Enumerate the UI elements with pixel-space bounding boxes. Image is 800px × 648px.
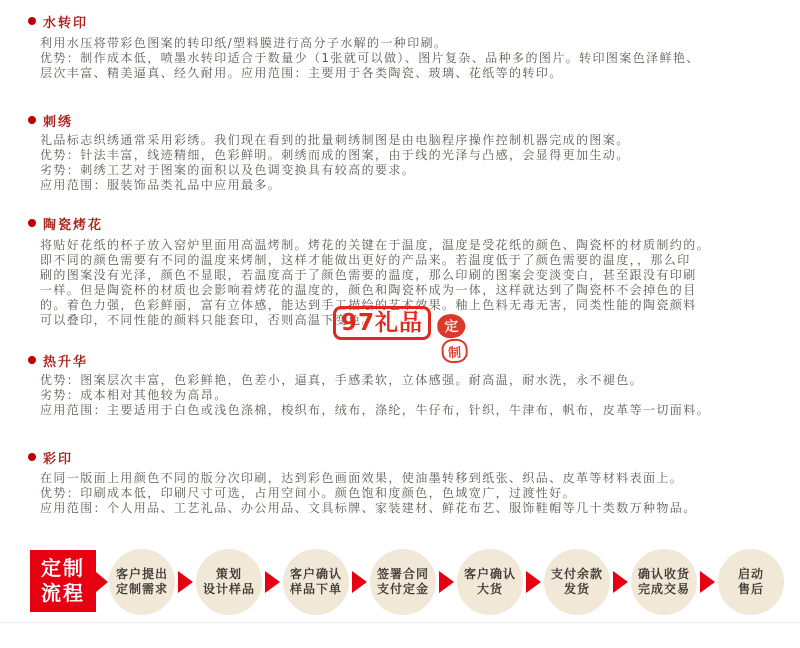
body-line: 的。着色力强，色彩鲜丽，富有立体感，能达到手工描绘的艺术效果。釉上色料无毒无害，同类性能的陶瓷颜料 xyxy=(40,298,697,312)
step-label: 发货 xyxy=(563,582,590,596)
flow-arrow-icon xyxy=(265,571,280,593)
step-label: 客户确认 xyxy=(289,567,342,581)
body-line: 优势：印刷成本低，印刷尺寸可选，占用空间小。颜色饱和度颜色，色域宽广，过渡性好。 xyxy=(40,486,577,500)
step-label: 大货 xyxy=(476,582,503,596)
section-heading xyxy=(28,112,73,128)
bottom-divider xyxy=(0,622,800,623)
step-label: 样品下单 xyxy=(289,582,342,596)
body-line: 一样。但是陶瓷杯的材质也会影响着烤花的温度的，颜色和陶瓷杯成为一体，这样就达到了陶瓷杯不会掉色的目 xyxy=(40,283,697,297)
flow-arrow-icon xyxy=(439,571,454,593)
section-body xyxy=(40,36,792,81)
flow-step-4 xyxy=(370,549,436,615)
body-line: 优势：针法丰富，线迹精细，色彩鲜明。刺绣而成的图案，由于线的光泽与凸感，会显得更加生动。 xyxy=(40,148,630,162)
section-title: 刺绣 xyxy=(43,114,74,130)
step-label: 客户提出 xyxy=(115,567,168,581)
flow-arrow-icon xyxy=(613,571,628,593)
seal-stamp-icon xyxy=(438,314,470,364)
body-line: 层次丰富、精美逼真、经久耐用。应用范围：主要用于各类陶瓷、玻璃、花纸等的转印。 xyxy=(40,66,563,80)
bullet-icon xyxy=(28,356,36,364)
body-line: 可以叠印，不同性能的颜料只能套印，否则高温下变色。 xyxy=(40,313,376,327)
step-label: 定制需求 xyxy=(115,582,168,596)
flow-arrow-icon xyxy=(700,571,715,593)
body-line: 将贴好花纸的杯子放入窑炉里面用高温烤制。烤花的关键在于温度，温度是受花纸的颜色、陶瓷杯的材质制约的。 xyxy=(40,238,711,252)
section-title: 热升华 xyxy=(43,354,89,370)
step-label: 策划 xyxy=(215,567,242,581)
section-heading xyxy=(28,352,88,368)
body-line: 刷的图案没有光泽，颜色不显眼，若温度高于了颜色需要的温度，那么印刷的图案会变淡变白，甚至跟没有印刷 xyxy=(40,268,697,282)
step-label: 完成交易 xyxy=(637,582,690,596)
flow-step-3 xyxy=(283,549,349,615)
body-line: 利用水压将带彩色图案的转印纸/塑料膜进行高分子水解的一种印刷。 xyxy=(40,36,448,50)
bullet-icon xyxy=(28,453,36,461)
flow-step-1 xyxy=(109,549,175,615)
body-line: 在同一版面上用颜色不同的版分次印刷，达到彩色画面效果，使油墨转移到纸张、织品、皮革等材料表面上。 xyxy=(40,471,684,485)
body-line: 劣势：刺绣工艺对于图案的面积以及色调变换具有较高的要求。 xyxy=(40,163,416,177)
section-title: 陶瓷烤花 xyxy=(43,217,104,233)
section-heading xyxy=(28,215,103,231)
section-heading xyxy=(28,449,73,465)
body-line: 即不同的颜色需要有不同的温度来烤制，这样才能做出更好的产品来。若温度低于了颜色需要的温度，，那么印 xyxy=(40,253,691,267)
process-title-line1: 定制 xyxy=(41,556,85,580)
step-label: 支付余款 xyxy=(550,567,603,581)
step-label: 签署合同 xyxy=(376,567,429,581)
body-line: 礼品标志织绣通常采用彩绣。我们现在看到的批量刺绣制图是由电脑程序操作控制机器完成的图案。 xyxy=(40,133,630,147)
section-title: 彩印 xyxy=(43,451,74,467)
body-line: 优势：图案层次丰富，色彩鲜艳，色差小，逼真，手感柔软，立体感强。耐高温，耐水洗，永不褪色。 xyxy=(40,373,644,387)
step-label: 支付定金 xyxy=(376,582,429,596)
flow-arrow-icon xyxy=(178,571,193,593)
flow-step-7 xyxy=(631,549,697,615)
step-label: 售后 xyxy=(737,582,764,596)
body-line: 应用范围：个人用品、工艺礼品、办公用品、文具标牌、家装建材、鲜花布艺、服饰鞋帽等几十类数万种物品。 xyxy=(40,501,697,515)
body-line: 优势：制作成本低，喷墨水转印适合于数量少（1张就可以做）、图片复杂、品种多的图片。转印图案色泽鲜艳、 xyxy=(40,51,700,65)
seal-char-bottom: 制 xyxy=(441,338,468,363)
process-title-line2: 流程 xyxy=(41,581,85,605)
bullet-icon xyxy=(28,219,36,227)
body-line: 应用范围：主要适用于白色或浅色涤棉，梭织布，绒布，涤纶，牛仔布，针织，牛津布，帆布，皮革等一切面料。 xyxy=(40,403,711,417)
flow-step-2 xyxy=(196,549,262,615)
seal-char-top: 定 xyxy=(438,314,465,337)
flow-step-8 xyxy=(718,549,784,615)
step-label: 客户确认 xyxy=(463,567,516,581)
step-label: 确认收货 xyxy=(637,567,690,581)
section-title: 水转印 xyxy=(43,15,89,31)
section-body xyxy=(40,471,792,516)
bullet-icon xyxy=(28,116,36,124)
step-label: 启动 xyxy=(737,567,764,581)
body-line: 劣势：成本相对其他较为高昂。 xyxy=(40,388,228,402)
process-title-badge xyxy=(30,550,96,612)
flow-arrow-icon xyxy=(526,571,541,593)
body-line: 应用范围：服装饰品类礼品中应用最多。 xyxy=(40,178,282,192)
flow-arrow-icon xyxy=(352,571,367,593)
section-body xyxy=(40,373,792,418)
watermark-brand-label: 97礼品 xyxy=(333,306,431,340)
bullet-icon xyxy=(28,17,36,25)
flow-step-6 xyxy=(544,549,610,615)
section-body xyxy=(40,133,792,193)
badge-pointer-icon xyxy=(96,572,108,592)
section-heading xyxy=(28,13,88,29)
step-label: 设计样品 xyxy=(202,582,255,596)
flow-step-5 xyxy=(457,549,523,615)
